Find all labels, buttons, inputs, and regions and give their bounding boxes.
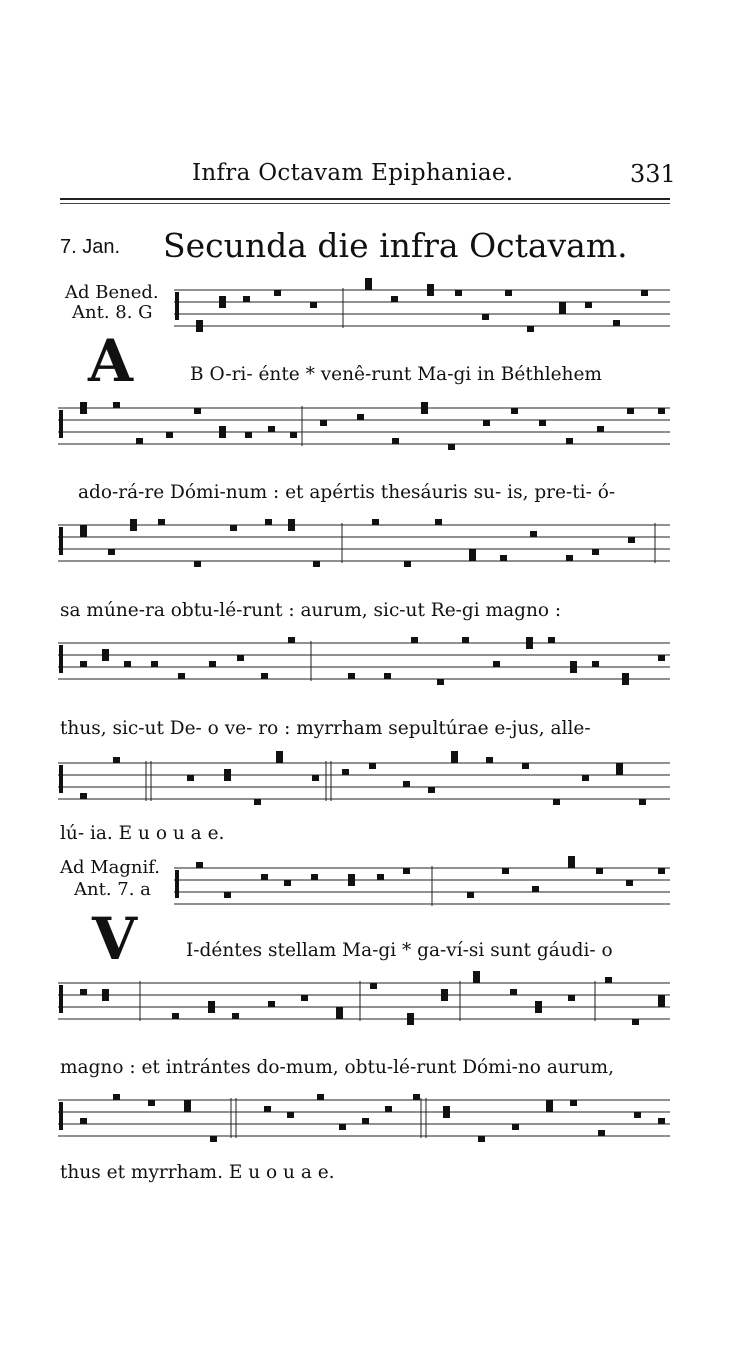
neume <box>421 402 428 408</box>
neume <box>626 880 633 886</box>
neume <box>467 892 474 898</box>
neume <box>365 278 372 284</box>
neume <box>437 679 444 685</box>
neume <box>482 314 489 320</box>
neume <box>370 983 377 989</box>
clef-mark <box>59 527 63 555</box>
neume <box>80 1118 87 1124</box>
clef-mark <box>59 1102 63 1130</box>
neume <box>224 892 231 898</box>
neume <box>634 1112 641 1118</box>
running-head: Infra Octavam Epiphaniae. <box>192 160 514 186</box>
neume <box>441 989 448 995</box>
neume <box>288 519 295 525</box>
antiphon2-label-office: Ad Magnif. <box>60 857 161 878</box>
neume <box>568 862 575 868</box>
neume <box>526 643 533 649</box>
neume <box>469 555 476 561</box>
neume <box>210 1136 217 1142</box>
neume <box>102 989 109 995</box>
neume <box>232 1013 239 1019</box>
neume <box>274 290 281 296</box>
neume <box>290 432 297 438</box>
neume <box>535 1007 542 1013</box>
neume <box>336 1013 343 1019</box>
neume <box>622 679 629 685</box>
neume <box>592 661 599 667</box>
neume <box>392 438 399 444</box>
neume <box>80 408 87 414</box>
neume <box>80 531 87 537</box>
clef-mark <box>175 292 179 320</box>
neume <box>224 775 231 781</box>
neume <box>658 1118 665 1124</box>
neume <box>254 799 261 805</box>
neume <box>113 1094 120 1100</box>
neume <box>658 655 665 661</box>
neume <box>427 290 434 296</box>
clef-mark <box>59 645 63 673</box>
neume <box>348 874 355 880</box>
neume <box>312 775 319 781</box>
neume <box>570 1100 577 1106</box>
neume <box>219 296 226 302</box>
lyric-line: sa múne-ra obtu-lé-runt : aurum, sic-ut Re-gi magno : <box>60 600 562 621</box>
neume <box>80 402 87 408</box>
neume <box>448 444 455 450</box>
neume <box>598 1130 605 1136</box>
neume <box>276 751 283 757</box>
neume <box>407 1013 414 1019</box>
neume <box>605 977 612 983</box>
neume <box>451 757 458 763</box>
neume <box>443 1112 450 1118</box>
neume <box>317 1094 324 1100</box>
clef-mark <box>59 410 63 438</box>
neume <box>261 673 268 679</box>
neume <box>522 763 529 769</box>
neume <box>265 519 272 525</box>
neume <box>268 1001 275 1007</box>
neume <box>194 408 201 414</box>
neume <box>80 793 87 799</box>
neume <box>230 525 237 531</box>
neume <box>597 426 604 432</box>
neume <box>428 787 435 793</box>
neume <box>80 525 87 531</box>
neume <box>102 649 109 655</box>
neume <box>385 1106 392 1112</box>
neume <box>632 1019 639 1025</box>
neume <box>511 408 518 414</box>
neume <box>627 408 634 414</box>
neume <box>441 995 448 1001</box>
neume <box>219 432 226 438</box>
neume <box>592 549 599 555</box>
neume <box>113 757 120 763</box>
neume <box>80 661 87 667</box>
lyric-line: lú- ia. E u o u a e. <box>60 823 225 844</box>
neume <box>411 637 418 643</box>
antiphon1-label-mode: Ant. 8. G <box>72 302 153 323</box>
lyric-line: magno : et intrántes do-mum, obtu-lé-runt Dómi-no aurum, <box>60 1057 614 1078</box>
neume <box>102 655 109 661</box>
neume <box>369 763 376 769</box>
clef-mark <box>175 870 179 898</box>
neume <box>339 1124 346 1130</box>
section-title: Secunda die infra Octavam. <box>163 226 628 265</box>
neume <box>568 995 575 1001</box>
neume <box>510 989 517 995</box>
neume <box>362 1118 369 1124</box>
neume <box>184 1106 191 1112</box>
neume <box>301 995 308 1001</box>
neume <box>421 408 428 414</box>
neume <box>80 989 87 995</box>
neume <box>391 296 398 302</box>
neume <box>102 995 109 1001</box>
neume <box>553 799 560 805</box>
neume <box>403 868 410 874</box>
neume <box>136 438 143 444</box>
lyric-line: thus, sic-ut De- o ve- ro : myrrham sepultúrae e-jus, alle- <box>60 718 591 739</box>
neume <box>237 655 244 661</box>
lyric-line: I-déntes stellam Ma-gi * ga-ví-si sunt gáudi- o <box>186 940 613 961</box>
neume <box>505 290 512 296</box>
neume <box>264 1106 271 1112</box>
neume <box>502 868 509 874</box>
neume <box>113 402 120 408</box>
neume <box>224 769 231 775</box>
feast-date: 7. Jan. <box>60 236 121 258</box>
neume <box>288 525 295 531</box>
neume <box>566 438 573 444</box>
neume <box>568 856 575 862</box>
neume <box>108 549 115 555</box>
neume <box>377 874 384 880</box>
neume <box>336 1007 343 1013</box>
neume <box>473 977 480 983</box>
neume <box>622 673 629 679</box>
antiphon1-initial: A <box>88 327 134 395</box>
neume <box>196 320 203 326</box>
neume <box>559 308 566 314</box>
neume <box>287 1112 294 1118</box>
neume <box>527 326 534 332</box>
neume <box>483 420 490 426</box>
page-number: 331 <box>630 160 676 188</box>
neume <box>469 549 476 555</box>
neume <box>616 763 623 769</box>
neume <box>530 531 537 537</box>
neume <box>372 519 379 525</box>
neume <box>539 420 546 426</box>
neume <box>384 673 391 679</box>
neume <box>166 432 173 438</box>
neume <box>365 284 372 290</box>
neume <box>658 868 665 874</box>
neume <box>313 561 320 567</box>
neume <box>585 302 592 308</box>
neume <box>570 661 577 667</box>
neume <box>209 661 216 667</box>
neume <box>311 874 318 880</box>
lyric-line: ado-rá-re Dómi-num : et apértis thesáuris su- is, pre-ti- ó- <box>78 482 616 503</box>
neume <box>284 880 291 886</box>
neume <box>559 302 566 308</box>
neume <box>208 1001 215 1007</box>
neume <box>243 296 250 302</box>
neume <box>196 862 203 868</box>
neume <box>526 637 533 643</box>
neume <box>443 1106 450 1112</box>
neume <box>546 1106 553 1112</box>
neume <box>548 637 555 643</box>
neume <box>658 408 665 414</box>
neume <box>148 1100 155 1106</box>
neume <box>268 426 275 432</box>
neume <box>310 302 317 308</box>
antiphon2-initial: V <box>92 905 138 973</box>
neume <box>455 290 462 296</box>
neume <box>596 868 603 874</box>
neume <box>435 519 442 525</box>
neume <box>357 414 364 420</box>
neume <box>566 555 573 561</box>
neume <box>276 757 283 763</box>
neume <box>187 775 194 781</box>
neume <box>172 1013 179 1019</box>
antiphon2-label-mode: Ant. 7. a <box>74 879 151 900</box>
neume <box>500 555 507 561</box>
neume <box>493 661 500 667</box>
neume <box>288 637 295 643</box>
neume <box>546 1100 553 1106</box>
neume <box>151 661 158 667</box>
neume <box>219 302 226 308</box>
clef-mark <box>59 765 63 793</box>
neume <box>628 537 635 543</box>
neume <box>124 661 131 667</box>
neume <box>427 284 434 290</box>
clef-mark <box>59 985 63 1013</box>
neume <box>486 757 493 763</box>
neume <box>208 1007 215 1013</box>
neume <box>512 1124 519 1130</box>
neume <box>407 1019 414 1025</box>
neume <box>261 874 268 880</box>
lyric-line: B O-ri- énte * venê-runt Ma-gi in Béthlehem <box>190 364 602 385</box>
neume <box>184 1100 191 1106</box>
neume <box>570 667 577 673</box>
neume <box>158 519 165 525</box>
neume <box>342 769 349 775</box>
neume <box>320 420 327 426</box>
neume <box>348 880 355 886</box>
neume <box>658 995 665 1001</box>
neume <box>403 781 410 787</box>
neume <box>404 561 411 567</box>
neume <box>413 1094 420 1100</box>
antiphon1-label-office: Ad Bened. <box>65 282 159 303</box>
neume <box>348 673 355 679</box>
neume <box>462 637 469 643</box>
neume <box>641 290 648 296</box>
neume <box>451 751 458 757</box>
neume <box>219 426 226 432</box>
neume <box>473 971 480 977</box>
neume <box>613 320 620 326</box>
lyric-line: thus et myrrham. E u o u a e. <box>60 1162 335 1183</box>
neume <box>178 673 185 679</box>
neume <box>532 886 539 892</box>
neume <box>535 1001 542 1007</box>
neume <box>130 525 137 531</box>
neume <box>245 432 252 438</box>
neume <box>194 561 201 567</box>
neume <box>616 769 623 775</box>
neume <box>582 775 589 781</box>
neume <box>658 1001 665 1007</box>
neume <box>196 326 203 332</box>
neume <box>130 519 137 525</box>
neume <box>639 799 646 805</box>
neume <box>478 1136 485 1142</box>
